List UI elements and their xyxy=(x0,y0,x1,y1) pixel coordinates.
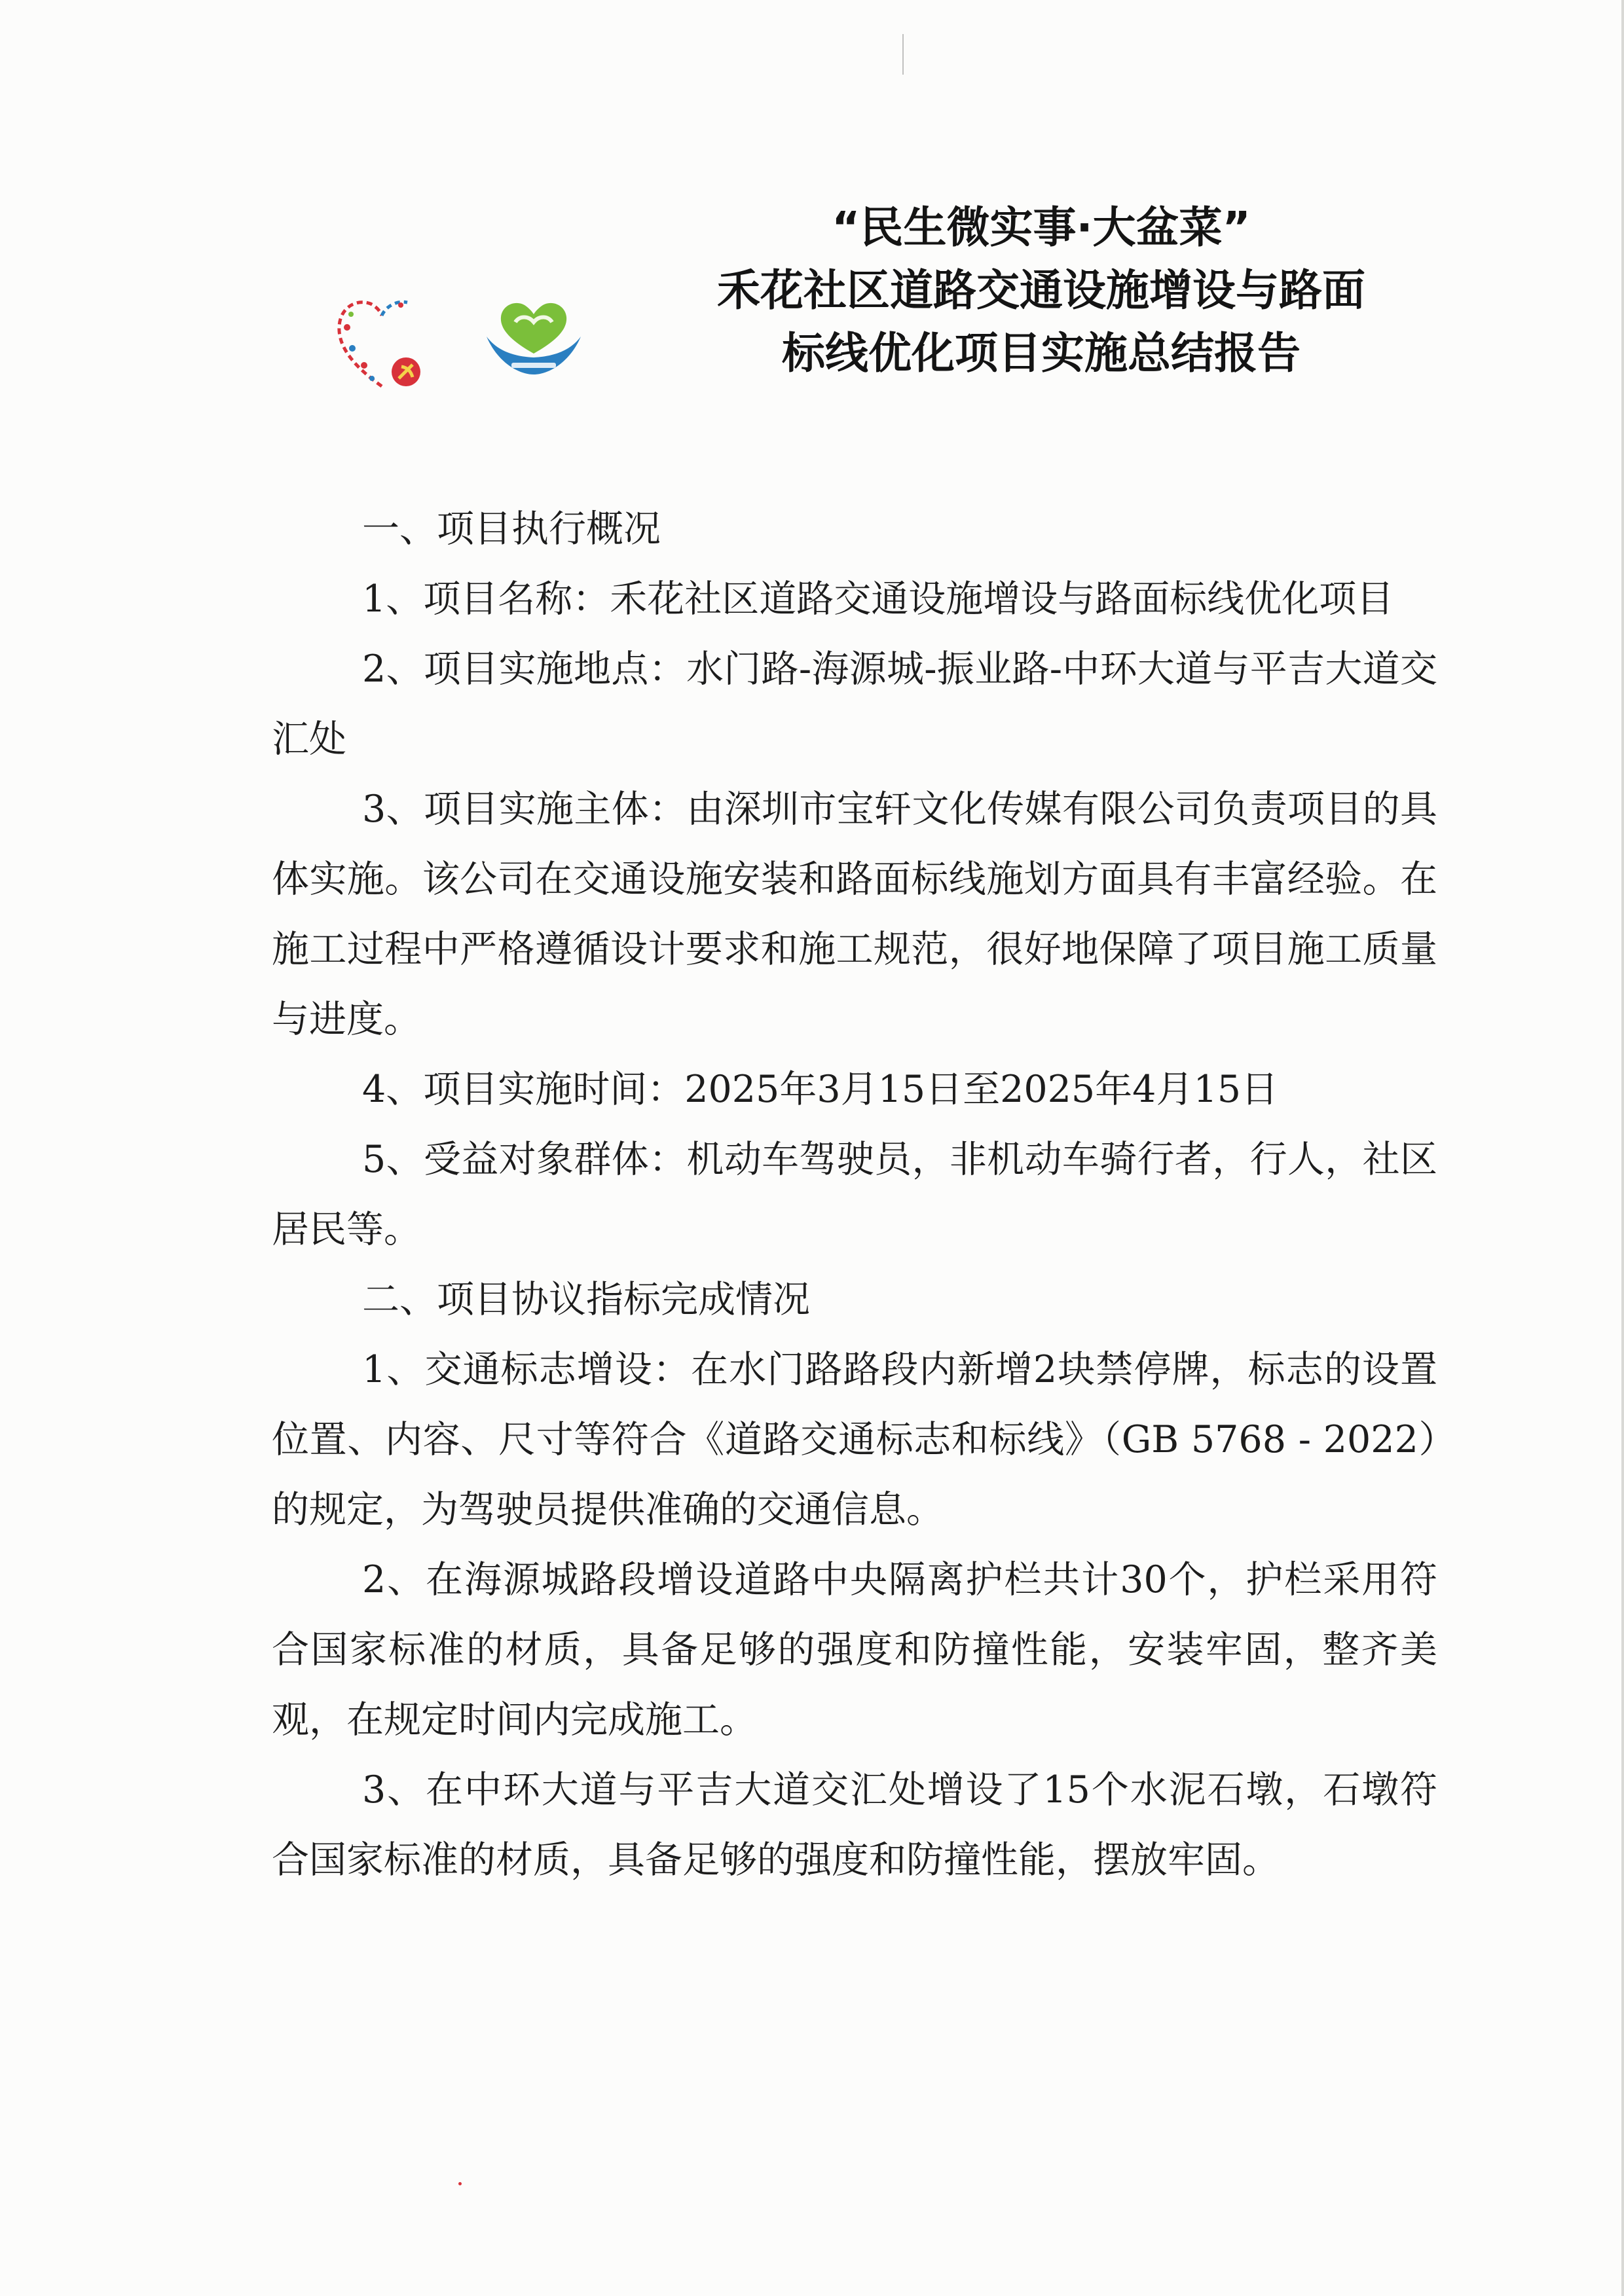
section2-item3: 3、在中环大道与平吉大道交汇处增设了15个水泥石墩，石墩符合国家标准的材质，具备足够的强度和防撞性能，摆放牢固。 xyxy=(272,1768,1437,1882)
page-edge xyxy=(1621,0,1624,2296)
report-title xyxy=(629,196,1454,385)
section1-item5: 5、受益对象群体：机动车驾驶员，非机动车骑行者，行人，社区居民等。 xyxy=(272,1138,1437,1251)
party-emblem-heart-logo xyxy=(333,288,431,396)
section1-item2: 2、项目实施地点：水门路-海源城-振业路-中环大道与平吉大道交汇处 xyxy=(272,647,1437,761)
heart-hands-logo xyxy=(481,293,586,384)
scan-speck xyxy=(458,2182,462,2185)
section2-item2: 2、在海源城路段增设道路中央隔离护栏共计30个，护栏采用符合国家标准的材质，具备足够的强度和防撞性能，安装牢固，整齐美观，在规定时间内完成施工。 xyxy=(272,1558,1437,1741)
title-line-1: “民生微实事·大盆菜” xyxy=(832,202,1251,253)
section1-item1: 1、项目名称：禾花社区道路交通设施增设与路面标线优化项目 xyxy=(362,577,1394,621)
section1-heading: 一、项目执行概况 xyxy=(362,507,661,551)
scan-mark xyxy=(902,34,904,75)
section2-heading: 二、项目协议指标完成情况 xyxy=(362,1278,810,1321)
title-line-2: 禾花社区道路交通设施增设与路面 xyxy=(717,265,1365,316)
section1-item3: 3、项目实施主体：由深圳市宝轩文化传媒有限公司负责项目的具体实施。该公司在交通设施安装和路面标线施划方面具有丰富经验。在施工过程中严格遵循设计要求和施工规范，很好地保障了项目施工质量与进度。 xyxy=(272,788,1437,1041)
section2-item1: 1、交通标志增设：在水门路路段内新增2块禁停牌，标志的设置位置、内容、尺寸等符合《道路交通标志和标线》（GB 5768 - 2022）的规定，为驾驶员提供准确的交通信息。 xyxy=(272,1348,1437,1531)
report-body xyxy=(272,494,1437,1895)
section1-item4: 4、项目实施时间：2025年3月15日至2025年4月15日 xyxy=(362,1068,1278,1111)
title-line-3: 标线优化项目实施总结报告 xyxy=(782,328,1301,378)
